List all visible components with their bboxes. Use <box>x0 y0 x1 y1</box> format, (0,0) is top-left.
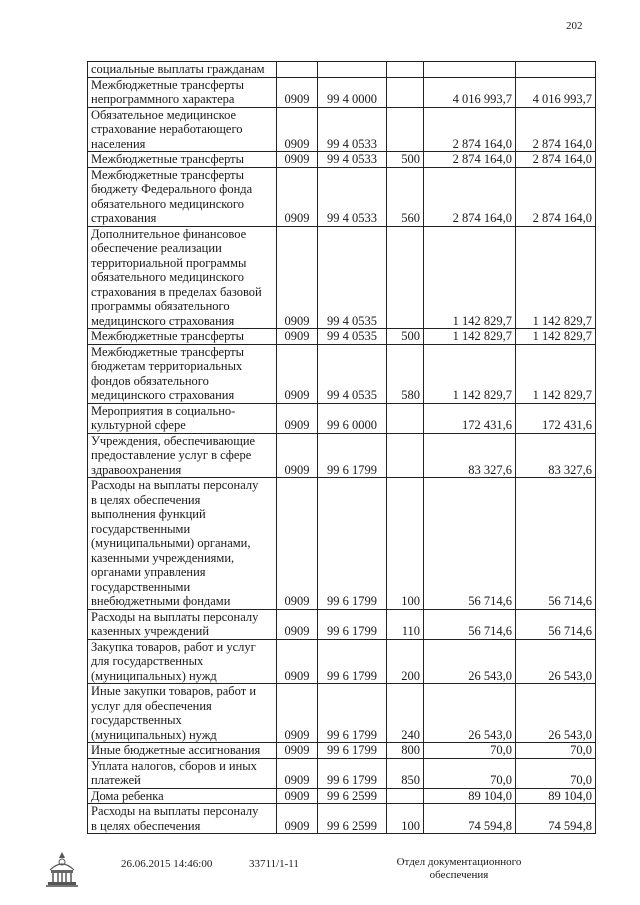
row-amount-1: 70,0 <box>424 758 516 788</box>
department-stamp: Отдел документационного обеспечения <box>396 856 522 881</box>
row-amount-2 <box>516 62 596 78</box>
row-amount-1: 2 874 164,0 <box>424 152 516 168</box>
row-amount-1: 1 142 829,7 <box>424 344 516 403</box>
row-name: Межбюджетные трансферты <box>88 329 277 345</box>
row-expense-type <box>387 403 424 433</box>
row-name: социальные выплаты гражданам <box>88 62 277 78</box>
row-section-code: 0909 <box>277 478 318 610</box>
row-section-code: 0909 <box>277 743 318 759</box>
row-amount-2: 74 594,8 <box>516 804 596 834</box>
row-section-code: 0909 <box>277 167 318 226</box>
document-number: 33711/1-11 <box>249 858 299 870</box>
row-name: Межбюджетные трансферты бюджетам территориальных фондов обязательного медицинского страхования <box>88 344 277 403</box>
row-amount-1: 56 714,6 <box>424 478 516 610</box>
table-row <box>88 743 596 759</box>
row-expense-type <box>387 107 424 152</box>
table-row <box>88 152 596 168</box>
row-section-code <box>277 62 318 78</box>
row-amount-2: 1 142 829,7 <box>516 226 596 329</box>
table-row <box>88 62 596 78</box>
row-name: Межбюджетные трансферты бюджету Федерального фонда обязательного медицинского страхования <box>88 167 277 226</box>
row-section-code: 0909 <box>277 403 318 433</box>
row-amount-1: 1 142 829,7 <box>424 226 516 329</box>
row-target-article: 99 4 0533 <box>318 152 387 168</box>
row-section-code: 0909 <box>277 788 318 804</box>
row-target-article: 99 6 1799 <box>318 684 387 743</box>
row-name: Обязательное медицинское страхование неработающего населения <box>88 107 277 152</box>
row-section-code: 0909 <box>277 344 318 403</box>
row-expense-type: 110 <box>387 609 424 639</box>
row-amount-1 <box>424 62 516 78</box>
row-amount-1: 56 714,6 <box>424 609 516 639</box>
row-amount-2: 4 016 993,7 <box>516 77 596 107</box>
row-amount-1: 4 016 993,7 <box>424 77 516 107</box>
row-expense-type: 200 <box>387 639 424 684</box>
row-amount-2: 1 142 829,7 <box>516 329 596 345</box>
row-target-article: 99 4 0000 <box>318 77 387 107</box>
table-row <box>88 609 596 639</box>
row-target-article: 99 6 0000 <box>318 403 387 433</box>
row-section-code: 0909 <box>277 758 318 788</box>
row-expense-type: 500 <box>387 329 424 345</box>
row-target-article: 99 6 1799 <box>318 743 387 759</box>
row-expense-type: 580 <box>387 344 424 403</box>
row-name: Мероприятия в социально- культурной сфере <box>88 403 277 433</box>
table-row <box>88 77 596 107</box>
row-expense-type <box>387 77 424 107</box>
row-section-code: 0909 <box>277 804 318 834</box>
row-section-code: 0909 <box>277 639 318 684</box>
row-name: Межбюджетные трансферты непрограммного характера <box>88 77 277 107</box>
table-row <box>88 804 596 834</box>
row-amount-1: 26 543,0 <box>424 639 516 684</box>
row-name: Иные бюджетные ассигнования <box>88 743 277 759</box>
row-name: Расходы на выплаты персоналу в целях обеспечения <box>88 804 277 834</box>
row-expense-type <box>387 788 424 804</box>
table-row <box>88 167 596 226</box>
row-expense-type <box>387 226 424 329</box>
row-expense-type: 800 <box>387 743 424 759</box>
row-amount-1: 83 327,6 <box>424 433 516 478</box>
row-section-code: 0909 <box>277 433 318 478</box>
row-target-article: 99 4 0535 <box>318 344 387 403</box>
table-row <box>88 788 596 804</box>
page-number: 202 <box>566 20 583 32</box>
row-amount-1: 26 543,0 <box>424 684 516 743</box>
row-amount-2: 26 543,0 <box>516 684 596 743</box>
row-amount-2: 172 431,6 <box>516 403 596 433</box>
row-amount-2: 56 714,6 <box>516 609 596 639</box>
row-target-article: 99 6 1799 <box>318 639 387 684</box>
row-amount-2: 1 142 829,7 <box>516 344 596 403</box>
row-name: Расходы на выплаты персоналу казенных учреждений <box>88 609 277 639</box>
row-amount-2: 2 874 164,0 <box>516 152 596 168</box>
table-row <box>88 639 596 684</box>
print-timestamp: 26.06.2015 14:46:00 <box>121 858 213 870</box>
row-amount-1: 2 874 164,0 <box>424 167 516 226</box>
row-expense-type: 500 <box>387 152 424 168</box>
row-target-article: 99 6 2599 <box>318 788 387 804</box>
row-expense-type: 100 <box>387 804 424 834</box>
row-name: Дома ребенка <box>88 788 277 804</box>
row-target-article: 99 4 0533 <box>318 107 387 152</box>
table-row <box>88 344 596 403</box>
row-expense-type: 100 <box>387 478 424 610</box>
table-row <box>88 107 596 152</box>
row-amount-2: 70,0 <box>516 758 596 788</box>
row-name: Расходы на выплаты персоналу в целях обеспечения выполнения функций государственными (муниципальными) органами, казенными учреждениями, органами управления государственными внебюджетными фондами <box>88 478 277 610</box>
row-amount-2: 70,0 <box>516 743 596 759</box>
emblem-stamp-icon <box>40 848 84 890</box>
row-amount-1: 89 104,0 <box>424 788 516 804</box>
row-name: Уплата налогов, сборов и иных платежей <box>88 758 277 788</box>
row-target-article: 99 6 1799 <box>318 758 387 788</box>
row-amount-1: 2 874 164,0 <box>424 107 516 152</box>
row-amount-1: 74 594,8 <box>424 804 516 834</box>
row-amount-2: 83 327,6 <box>516 433 596 478</box>
table-row <box>88 478 596 610</box>
row-target-article <box>318 62 387 78</box>
row-expense-type: 240 <box>387 684 424 743</box>
row-amount-2: 56 714,6 <box>516 478 596 610</box>
row-target-article: 99 4 0533 <box>318 167 387 226</box>
row-amount-2: 2 874 164,0 <box>516 107 596 152</box>
row-section-code: 0909 <box>277 226 318 329</box>
table-row <box>88 684 596 743</box>
row-target-article: 99 6 1799 <box>318 433 387 478</box>
page-footer <box>0 856 640 896</box>
row-amount-2: 26 543,0 <box>516 639 596 684</box>
row-target-article: 99 4 0535 <box>318 226 387 329</box>
row-section-code: 0909 <box>277 329 318 345</box>
row-name: Межбюджетные трансферты <box>88 152 277 168</box>
table-row <box>88 226 596 329</box>
row-name: Иные закупки товаров, работ и услуг для обеспечения государственных (муниципальных) нужд <box>88 684 277 743</box>
row-amount-1: 172 431,6 <box>424 403 516 433</box>
row-expense-type: 850 <box>387 758 424 788</box>
row-amount-1: 1 142 829,7 <box>424 329 516 345</box>
table-row <box>88 758 596 788</box>
row-section-code: 0909 <box>277 107 318 152</box>
row-target-article: 99 6 2599 <box>318 804 387 834</box>
row-target-article: 99 4 0535 <box>318 329 387 345</box>
budget-table <box>87 61 596 834</box>
row-amount-2: 2 874 164,0 <box>516 167 596 226</box>
row-amount-2: 89 104,0 <box>516 788 596 804</box>
row-name: Дополнительное финансовое обеспечение реализации территориальной программы обязательного медицинского страхования в пределах базовой программы обязательного медицинского страхования <box>88 226 277 329</box>
row-expense-type: 560 <box>387 167 424 226</box>
row-name: Учреждения, обеспечивающие предоставление услуг в сфере здравоохранения <box>88 433 277 478</box>
row-section-code: 0909 <box>277 152 318 168</box>
row-section-code: 0909 <box>277 77 318 107</box>
row-expense-type <box>387 62 424 78</box>
row-section-code: 0909 <box>277 684 318 743</box>
table-row <box>88 433 596 478</box>
table-row <box>88 329 596 345</box>
row-amount-1: 70,0 <box>424 743 516 759</box>
row-name: Закупка товаров, работ и услуг для государственных (муниципальных) нужд <box>88 639 277 684</box>
row-expense-type <box>387 433 424 478</box>
table-row <box>88 403 596 433</box>
row-target-article: 99 6 1799 <box>318 609 387 639</box>
row-section-code: 0909 <box>277 609 318 639</box>
row-target-article: 99 6 1799 <box>318 478 387 610</box>
